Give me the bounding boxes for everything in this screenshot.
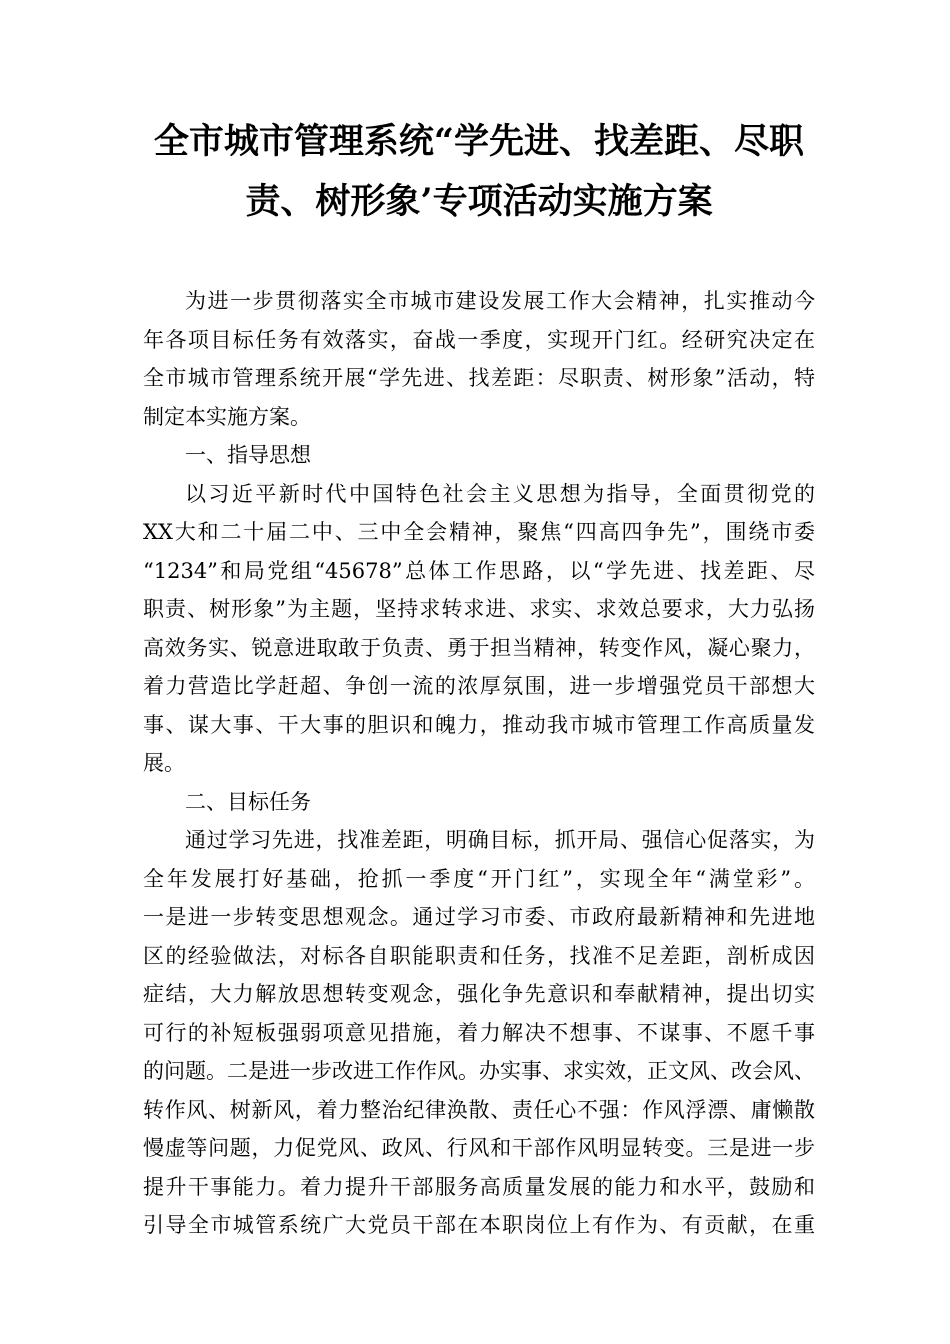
body-line: 制定本实施方案。 (143, 404, 311, 429)
body-line: 提升干事能力。着力提升干部服务高质量发展的能力和水平，鼓励和 (143, 1174, 815, 1199)
body-line: 一是进一步转变思想观念。通过学习市委、市政府最新精神和先进地 (143, 905, 815, 929)
body-line: XX大和二十届二中、三中全会精神，聚焦“四高四争先”，围绕市委 (143, 520, 815, 544)
intro-paragraph (143, 282, 815, 436)
body-line: 年各项目标任务有效落实，奋战一季度，实现开门红。经研究决定在 (143, 327, 815, 352)
section-heading-2: 二、目标任务 (185, 789, 311, 814)
body-line: 高效务实、锐意进取敢于负责、勇于担当精神，转变作风，凝心聚力， (143, 635, 815, 660)
body-line: 全年发展打好基础，抢抓一季度“开门红”，实现全年“满堂彩”。 (143, 866, 815, 891)
target-tasks-paragraph (143, 821, 815, 1245)
body-line: 全市城市管理系统开展“学先进、找差距：尽职责、树形象”活动，特 (143, 366, 815, 390)
guiding-thought-paragraph (143, 475, 815, 783)
body-line: 可行的补短板强弱项意见措施，着力解决不想事、不谋事、不愿千事 (143, 1020, 815, 1045)
document-title (143, 112, 815, 232)
body-line: “1234”和局党组“45678”总体工作思路，以“学先进、找差距、尽 (143, 558, 815, 583)
document-title-line-1: 全市城市管理系统“学先进、找差距、尽职 (153, 121, 805, 162)
body-line: 区的经验做法，对标各自职能职责和任务，找准不足差距，剖析成因 (143, 943, 815, 968)
section-heading-1: 一、指导思想 (185, 443, 311, 467)
body-line: 症结，大力解放思想转变观念，强化争先意识和奉献精神，提出切实 (143, 982, 815, 1006)
body-line: 以习近平新时代中国特色社会主义思想为指导，全面贯彻党的 (185, 481, 815, 506)
body-line: 着力营造比学赶超、争创一流的浓厚氛围，进一步增强党员干部想大 (143, 674, 815, 698)
document-title-line-2: 责、树形象’专项活动实施方案 (245, 181, 713, 222)
document-body (143, 282, 815, 1245)
body-line: 事、谋大事、干大事的胆识和魄力，推动我市城市管理工作高质量发 (143, 712, 815, 737)
body-line: 通过学习先进，找准差距，明确目标，抓开局、强信心促落实，为 (185, 828, 815, 852)
body-line: 的问题。二是进一步改进工作作风。办实事、求实效，正文风、改会风、 (143, 1059, 815, 1083)
body-line: 职责、树形象”为主题，坚持求转求进、求实、求效总要求，大力弘扬 (143, 597, 815, 621)
body-line: 为进一步贯彻落实全市城市建设发展工作大会精神，扎实推动今 (185, 289, 815, 313)
body-line: 慢虚等问题，力促党风、政风、行风和干部作风明显转变。三是进一步 (143, 1136, 815, 1160)
body-line: 引导全市城管系统广大党员干部在本职岗位上有作为、有贡献，在重 (143, 1213, 815, 1237)
body-line: 转作风、树新风，着力整治纪律涣散、责任心不强：作风浮漂、庸懒散 (143, 1097, 815, 1122)
body-line: 展。 (143, 751, 185, 775)
